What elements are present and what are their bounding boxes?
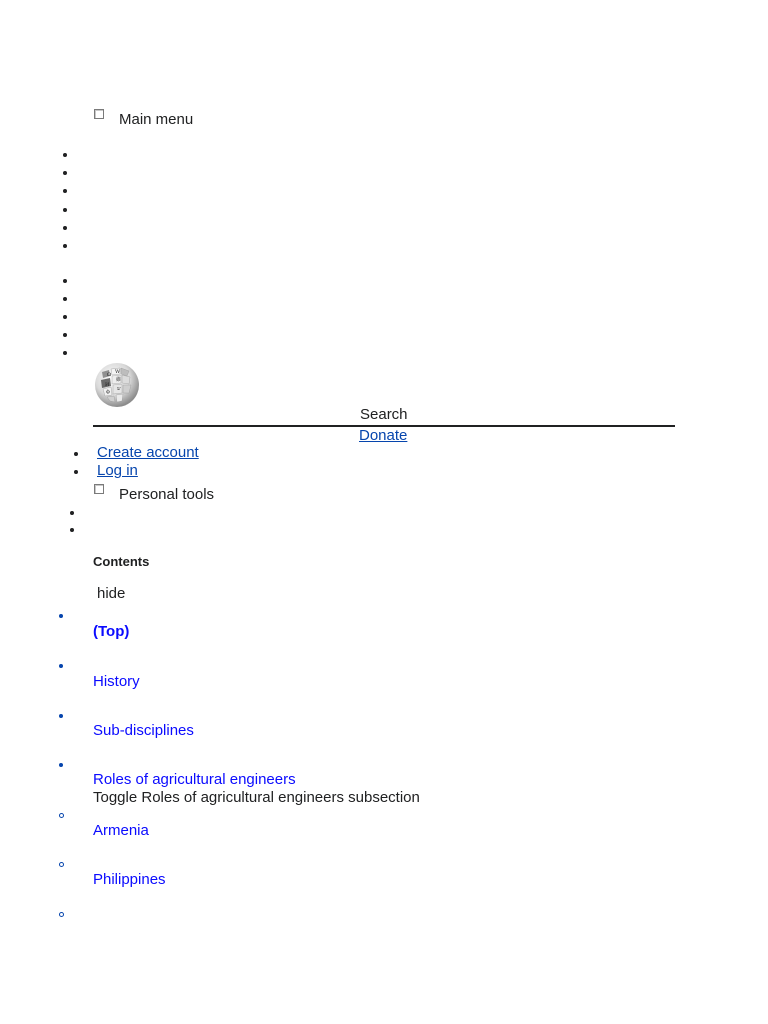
svg-text:Ω: Ω [107,372,112,378]
list-item [59,614,63,618]
list-item [63,315,67,319]
list-item [63,333,67,337]
list-item [59,664,63,668]
list-item [63,226,67,230]
list-item [70,511,74,515]
personal-tools-checkbox[interactable] [94,484,104,494]
list-item [59,714,63,718]
svg-text:ש: ש [117,386,121,392]
list-item [59,813,64,818]
create-account-link[interactable]: Create account [97,444,199,461]
toc-subitem-philippines[interactable]: Philippines [93,871,166,888]
list-item [63,171,67,175]
globe-icon [93,362,141,408]
list-item [70,528,74,532]
list-item [63,279,67,283]
list-item [63,244,67,248]
main-menu-checkbox[interactable] [94,109,104,119]
svg-text:ф: ф [106,389,110,395]
toc-item-history[interactable]: History [93,673,140,690]
wikipedia-logo[interactable] [93,362,141,408]
list-item [74,470,78,474]
list-item [63,208,67,212]
donate-link[interactable]: Donate [359,427,408,444]
toc-subitem-armenia[interactable]: Armenia [93,822,149,839]
list-item [63,189,67,193]
svg-text:И: И [105,382,110,388]
list-item [63,153,67,157]
personal-tools-label[interactable]: Personal tools [119,486,215,503]
list-item [74,452,78,456]
search-label[interactable]: Search [360,406,408,423]
toc-heading: Contents [93,554,150,569]
svg-text:維: 維 [116,377,122,383]
main-menu-label[interactable]: Main menu [119,111,194,128]
list-item [63,297,67,301]
list-item [59,862,64,867]
svg-text:W: W [115,369,121,375]
log-in-link[interactable]: Log in [97,462,138,479]
toc-item-roles[interactable]: Roles of agricultural engineers [93,771,296,788]
toc-item-top[interactable]: (Top) [93,623,130,640]
toc-toggle-roles-button[interactable]: Toggle Roles of agricultural engineers subsection [93,789,420,806]
list-item [63,351,67,355]
toc-hide-button[interactable]: hide [97,585,126,602]
list-item [59,912,64,917]
list-item [59,763,63,767]
toc-item-sub-disciplines[interactable]: Sub-disciplines [93,722,194,739]
